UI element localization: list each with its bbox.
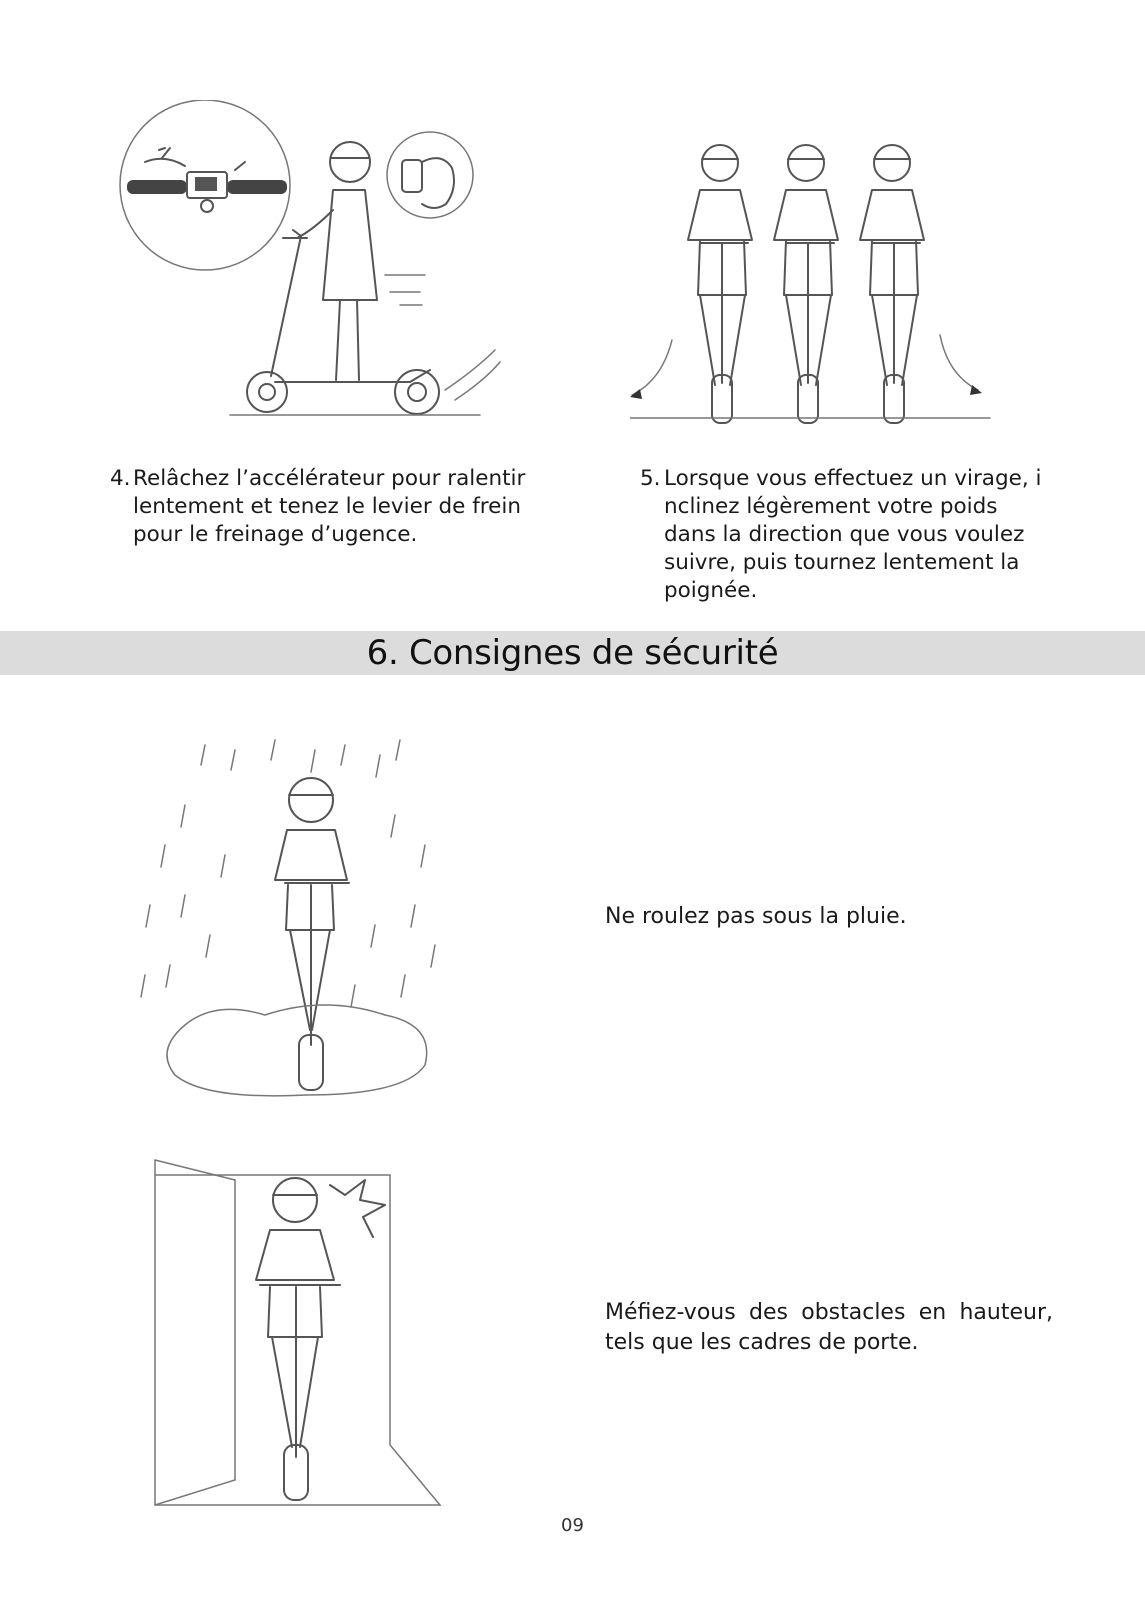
rider-braking-illustration [115,100,525,430]
step-number: 4. [110,466,131,491]
step-4 [110,465,580,555]
page-number: 09 [561,1515,584,1536]
rider-turning-illustration [630,135,1010,430]
warning-rain-text: Ne roulez pas sous la pluie. [605,904,907,929]
warning-obstacle-text: Méfiez-vous des obstacles en hauteur, tels que les cadres de porte. [605,1300,1053,1355]
door-frame-illustration [150,1155,460,1515]
step-text: Relâchez l’accélérateur pour ralentir lentement et tenez le levier de frein pour le freinage d’ugence. [133,466,526,547]
step-text: Lorsque vous effectuez un virage, i nclinez légèrement votre poids dans la direction que vous voulez suivre, puis tournez lentement la poignée. [664,466,1042,603]
step-5 [640,465,1110,615]
rain-illustration [125,735,455,1115]
step-number: 5. [640,466,661,491]
section-title: 6. Consignes de sécurité [0,631,1145,675]
